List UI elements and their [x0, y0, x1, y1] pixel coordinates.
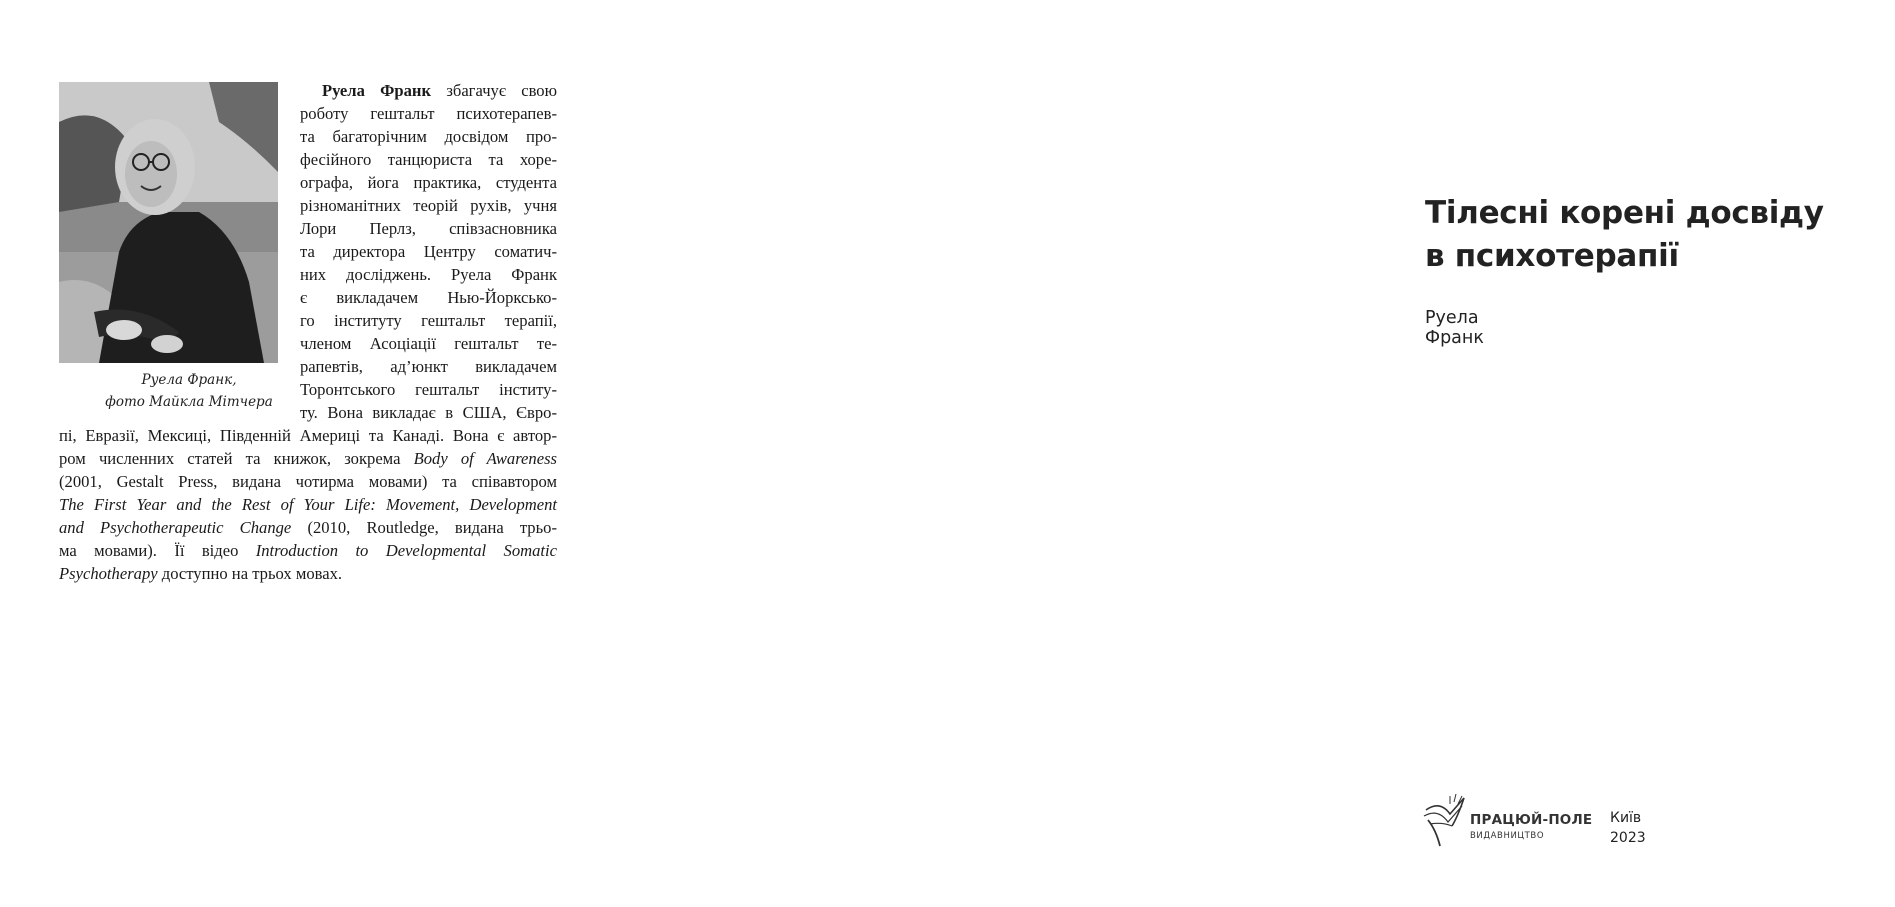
book-wings-icon: [1420, 792, 1468, 850]
bio-text: є викладачем Нью-Йорксько-: [300, 288, 557, 307]
author-name-bold: Руела Франк: [322, 81, 432, 100]
bio-line: [59, 424, 557, 447]
author-photo: [59, 82, 278, 363]
publisher-subtitle: ВИДАВНИЦТВО: [1470, 831, 1545, 841]
bio-text: рапевтів, ад’юнкт викладачем: [300, 357, 557, 376]
italic-title: Psychotherapy: [59, 564, 158, 583]
bio-text: різноманітних теорій рухів, учня: [300, 196, 557, 215]
bio-line: [300, 355, 557, 378]
bio-text: го інституту гештальт терапії,: [300, 311, 557, 330]
caption-line-1: Руела Франк,: [141, 372, 237, 388]
bio-line: [59, 562, 557, 585]
bio-text: роботу гештальт психотерапев-: [300, 104, 557, 123]
caption-line-2: фото Майкла Мітчера: [105, 394, 273, 410]
bio-text: Торонтського гештальт інститу-: [300, 380, 557, 399]
right-page: [640, 0, 1824, 907]
bio-line: [300, 148, 557, 171]
italic-title: Body of Awareness: [413, 449, 558, 468]
bio-text: пі, Евразії, Мексиці, Південній Америці та Канаді. Вона є автор-: [59, 426, 557, 445]
book-title: [1425, 192, 1895, 278]
title-line-2: в психотерапії: [1425, 238, 1679, 274]
bio-text: фесійного танцюриста та хоре-: [300, 150, 557, 169]
bio-text: доступно на трьох мовах.: [157, 564, 343, 583]
bio-line: [59, 447, 557, 470]
bio-text: Лори Перлз, співзасновника: [300, 219, 557, 238]
bio-line: [59, 516, 557, 539]
bio-text: ту. Вона викладає в США, Євро-: [300, 403, 557, 422]
bio-line: [300, 79, 557, 102]
bio-line: [59, 493, 557, 516]
bio-text: ографа, йога практика, студента: [300, 173, 557, 192]
bio-text: ром численних статей та книжок, зокрема: [59, 449, 414, 468]
publisher-logo: [1420, 792, 1600, 852]
bio-line: [300, 171, 557, 194]
bio-text: (2010, Routledge, видана трьо-: [291, 518, 557, 537]
italic-title: Introduction to Developmental Somatic: [255, 541, 557, 560]
photo-caption: [59, 369, 319, 413]
imprint: [1610, 808, 1646, 848]
bio-line: [300, 332, 557, 355]
bio-text: них досліджень. Руела Франк: [300, 265, 557, 284]
bio-text: (2001, Gestalt Press, видана чотирма мовами) та співавтором: [59, 472, 557, 491]
bio-text: та багаторічним досвідом про-: [300, 127, 557, 146]
bio-line: [300, 217, 557, 240]
imprint-year: 2023: [1610, 830, 1646, 846]
bio-line: [300, 125, 557, 148]
bio-line: [300, 286, 557, 309]
bio-line: [300, 240, 557, 263]
bio-line: [59, 539, 557, 562]
bio-line: [300, 401, 557, 424]
bio-line: [300, 263, 557, 286]
book-author: Руела Франк: [1425, 308, 1484, 348]
title-line-1: Тілесні корені досвіду: [1425, 195, 1824, 231]
italic-title: The First Year and the Rest of Your Life: Movement, Development: [59, 495, 557, 514]
imprint-city: Київ: [1610, 810, 1642, 826]
bio-text: збагачує свою: [431, 81, 557, 100]
bio-line: [59, 470, 557, 493]
bio-line: [300, 194, 557, 217]
publisher-name: ПРАЦЮЙ-ПОЛЕ: [1470, 812, 1593, 828]
bio-line: [300, 378, 557, 401]
left-page: [0, 0, 640, 907]
bio-line: [300, 309, 557, 332]
italic-title: and Psychotherapeutic Change: [59, 518, 292, 537]
bio-text: ма мовами). Її відео: [59, 541, 256, 560]
bio-text: членом Асоціації гештальт те-: [300, 334, 557, 353]
bio-line: [300, 102, 557, 125]
bio-text: та директора Центру соматич-: [300, 242, 557, 261]
